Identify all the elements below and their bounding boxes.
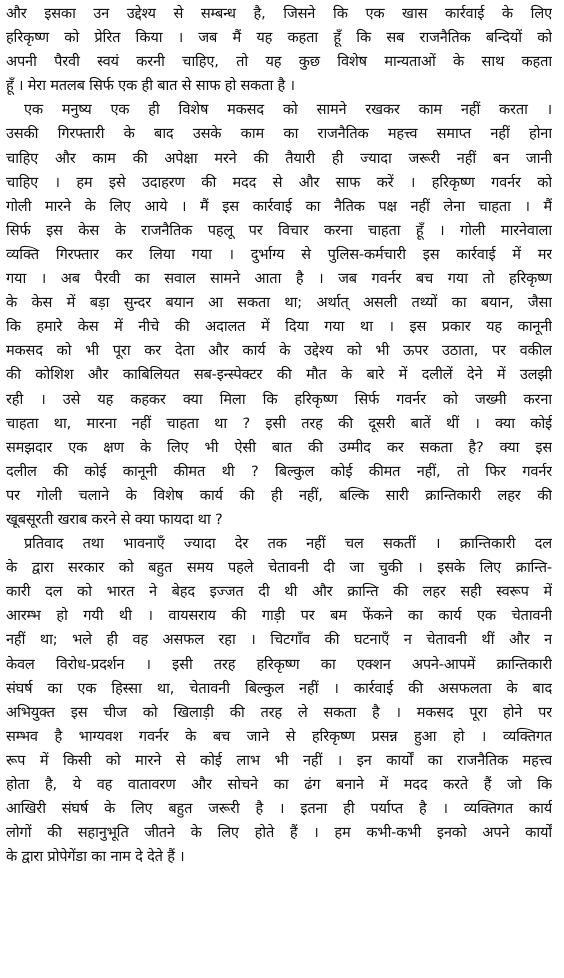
text-line: समझदार एक क्षण के लिए भी ऐसी बात की उम्मीद कर सकता है? क्या इस — [6, 438, 552, 456]
text-line: होता है, ये वह वातावरण और सोचने का ढंग बनाने में मदद करते हैं जो कि — [6, 776, 552, 793]
text-line: सम्भव है भाग्यवश गवर्नर के बच जाने से हरिकृष्ण प्रसन्न हुआ हो । व्यक्तिगत — [6, 727, 552, 745]
text-line: चाहिए और काम की अपेक्षा मरने की तैयारी ही ज्यादा जरूरी नहीं बन जानी — [6, 149, 552, 167]
text-line: और इसका उन उद्देश्य से सम्बन्ध है, जिसने कि एक खास कार्रवाई के लिए — [6, 5, 552, 22]
text-line: लोगों की सहानुभूति जीतने के लिए होते हैं । हम कभी-कभी इनको अपने कार्यों — [6, 824, 552, 842]
text-line: उसकी गिरफ्तारी के बाद उसके काम का राजनैतिक महत्त्व समाप्त नहीं होना — [6, 125, 552, 143]
text-line: के द्वारा सरकार को बहुत समय पहले चेतावनी दी जा चुकी । इसके लिए क्रान्ति- — [6, 559, 552, 577]
text-line: रूप में किसी को मारने से कोई लाभ भी नहीं । इन कार्यों का राजनैतिक महत्त्व — [6, 751, 552, 769]
text-line: के केस में बड़ा सुन्दर बयान आ सकता था; अर्थात् असली तथ्यों का बयान, जैसा — [6, 294, 552, 312]
text-line: आखिरी संघर्ष के लिए बहुत जरूरी है । इतना ही पर्याप्त है । व्यक्तिगत कार्य — [6, 800, 552, 818]
text-line: प्रतिवाद तथा भावनाएँ ज्यादा देर तक नहीं चल सकतीं । क्रान्तिकारी दल — [24, 535, 552, 553]
text-line: कि हमारे केस में नीचे की अदालत में दिया गया था । इस प्रकार यह कानूनी — [6, 318, 552, 336]
text-line: खूबसूरती खराब करने से क्या फायदा था ? — [6, 510, 223, 528]
text-line: हरिकृष्ण को प्रेरित किया । जब मैं यह कहता हूँ कि सब राजनैतिक बन्दियों को — [6, 29, 552, 47]
text-line: एक मनुष्य एक ही विशेष मकसद को सामने रखकर काम नहीं करता । — [24, 101, 552, 119]
paragraph-1 — [6, 2, 552, 98]
text-line: नहीं था; भले ही वह असफल रहा । चिटगाँव की घटनाएँ न चेतावनी थीं और न — [6, 631, 552, 649]
text-line: रही । उसे यह कहकर क्या मिला कि हरिकृष्ण सिर्फ गवर्नर को जख्मी करना — [6, 390, 552, 408]
text-line: के द्वारा प्रोपेगेंडा का नाम दे देते हैं । — [6, 848, 185, 866]
text-line: पर गोली चलाने के विशेष कार्य की ही नहीं, बल्कि सारी क्रान्तिकारी लहर की — [6, 486, 552, 504]
text-line: अभियुक्त इस चीज को खिलाड़ी की तरह ले सकता है । मकसद पूरा होने पर — [6, 703, 552, 721]
text-line: अपनी पैरवी स्वयं करनी चाहिए, तो यह कुछ विशेष मान्यताओं के साथ कहता — [6, 53, 552, 71]
text-line: कारी दल को भारत ने बेहद इज्जत दी थी और क्रान्ति की लहर सही स्वरूप में — [6, 583, 552, 601]
text-line: गया । अब पैरवी का सवाल सामने आता है । जब गवर्नर बच गया तो हरिकृष्ण — [6, 270, 552, 288]
text-line: केवल विरोध-प्रदर्शन । इसी तरह हरिकृष्ण का एक्शन अपने-आपमें क्रान्तिकारी — [6, 655, 552, 673]
text-line: आरम्भ हो गयी थी । वायसराय की गाड़ी पर बम फेंकने का कार्य एक चेतावनी — [6, 607, 552, 625]
text-line: गोली मारने के लिए आये । मैं इस कार्रवाई का नैतिक पक्ष नहीं लेना चाहता । मैं — [6, 197, 552, 215]
text-line: सिर्फ इस केस के राजनैतिक पहलू पर विचार करना चाहता हूँ । गोली मारनेवाला — [6, 221, 552, 239]
paragraph-3 — [6, 532, 552, 869]
text-line: की कोशिश और काबिलियत सब-इन्स्पेक्टर की मौत के बारे में दलीलें देने में उलझी — [6, 366, 552, 384]
text-line: दलील की कोई कानूनी कीमत थी ? बिल्कुल कोई कीमत नहीं, तो फिर गवर्नर — [6, 462, 552, 480]
text-line: चाहता था, मारना नहीं चाहता था ? इसी तरह की दूसरी बातें थीं । क्या कोई — [6, 414, 552, 432]
paragraph-2 — [6, 98, 552, 532]
text-line: संघर्ष का एक हिस्सा था, चेतावनी बिल्कुल नहीं । कार्रवाई की असफलता के बाद — [6, 679, 552, 697]
text-line: व्यक्ति गिरफ्तार कर लिया गया । दुर्भाग्य से पुलिस-कर्मचारी इस कार्रवाई में मर — [6, 245, 552, 263]
text-line: मकसद को भी पूरा कर देता और कार्य के उद्देश्य को भी ऊपर उठाता, पर वकील — [6, 342, 552, 360]
text-line: चाहिए । हम इसे उदाहरण की मदद से और साफ करें । हरिकृष्ण गवर्नर को — [6, 173, 552, 191]
text-line: हूँ । मेरा मतलब सिर्फ एक ही बात से साफ हो सकता है । — [6, 77, 295, 95]
